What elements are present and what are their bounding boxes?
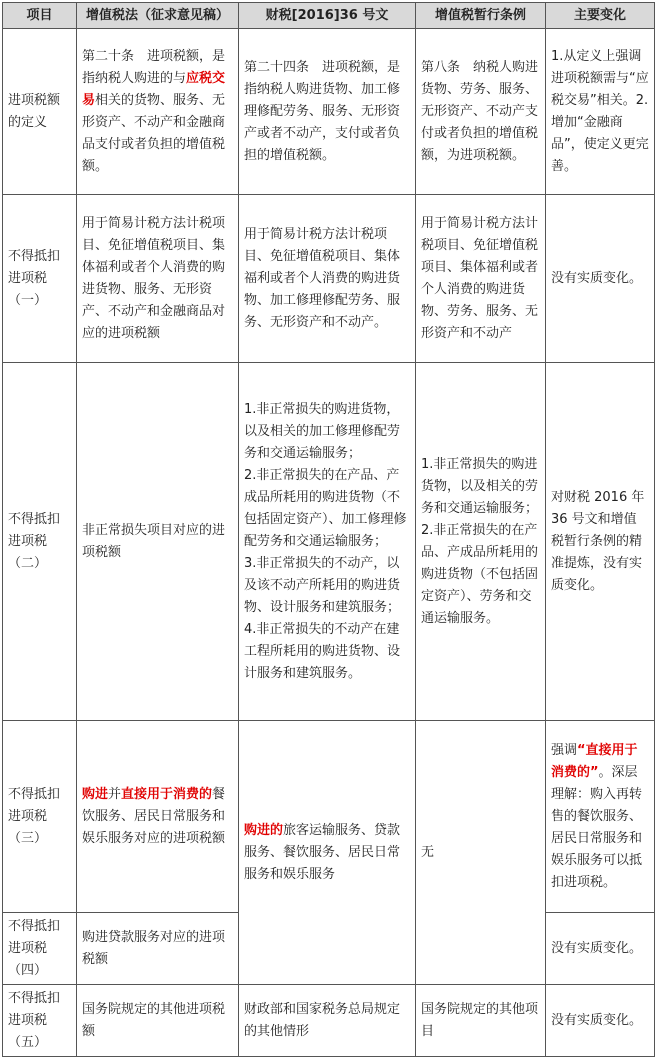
cell-caishui-36: 第二十四条 进项税额，是指纳税人购进货物、加工修理修配劳务、服务、无形资产或者不动产，支付或者负担的增值税额。 — [239, 29, 416, 195]
cell-vat-law: 国务院规定的其他进项税额 — [77, 985, 239, 1057]
highlight-text: 购进 — [82, 786, 109, 802]
cell-vat-law: 购进并直接用于消费的餐饮服务、居民日常服务和娱乐服务对应的进项税额 — [77, 721, 239, 913]
row-item-label: 不得抵扣进项税（二） — [3, 363, 77, 721]
highlight-text: 直接用于消费的 — [121, 786, 213, 802]
highlight-text: 购进的 — [244, 822, 284, 838]
row-item-label: 不得抵扣进项税（四） — [3, 913, 77, 985]
table-row — [3, 363, 655, 721]
cell-main-change: 没有实质变化。 — [546, 195, 655, 363]
header-caishui-36: 财税[2016]36 号文 — [239, 3, 416, 29]
table-row — [3, 721, 655, 913]
cell-main-change: 对财税 2016 年 36 号文和增值税暂行条例的精准提炼，没有实质变化。 — [546, 363, 655, 721]
cell-vat-law: 非正常损失项目对应的进项税额 — [77, 363, 239, 721]
row-item-label: 不得抵扣进项税（五） — [3, 985, 77, 1057]
cell-vat-law: 第二十条 进项税额，是指纳税人购进的与应税交易相关的货物、服务、无形资产、不动产和金融商品支付或者负担的增值税额。 — [77, 29, 239, 195]
cell-vat-regulation: 第八条 纳税人购进货物、劳务、服务、无形资产、不动产支付或者负担的增值税额，为进项税额。 — [416, 29, 546, 195]
highlight-text: “直接用于消费的” — [551, 742, 638, 780]
highlight-text: 应税交易 — [82, 70, 226, 108]
row-item-label: 不得抵扣进项税（三） — [3, 721, 77, 913]
header-main-changes: 主要变化 — [546, 3, 655, 29]
cell-vat-regulation: 1.非正常损失的购进货物，以及相关的劳务和交通运输服务； 2.非正常损失的在产品、产成品所耗用的购进货物（不包括固定资产）、劳务和交通运输服务。 — [416, 363, 546, 721]
cell-vat-regulation: 国务院规定的其他项目 — [416, 985, 546, 1057]
cell-vat-law: 购进贷款服务对应的进项税额 — [77, 913, 239, 985]
cell-main-change: 没有实质变化。 — [546, 913, 655, 985]
cell-caishui-36: 用于简易计税方法计税项目、免征增值税项目、集体福利或者个人消费的购进货物、加工修理修配劳务、服务、无形资产和不动产。 — [239, 195, 416, 363]
table-row — [3, 195, 655, 363]
cell-main-change: 1.从定义上强调进项税额需与“应税交易”相关。2.增加“金融商品”，使定义更完善。 — [546, 29, 655, 195]
cell-vat-law: 用于简易计税方法计税项目、免征增值税项目、集体福利或者个人消费的购进货物、服务、无形资产、不动产和金融商品对应的进项税额 — [77, 195, 239, 363]
header-vat-interim-regulation: 增值税暂行条例 — [416, 3, 546, 29]
cell-caishui-36: 购进的旅客运输服务、贷款服务、餐饮服务、居民日常服务和娱乐服务 — [239, 721, 416, 985]
header-item: 项目 — [3, 3, 77, 29]
cell-caishui-36: 1.非正常损失的购进货物，以及相关的加工修理修配劳务和交通运输服务； 2.非正常损失的在产品、产成品所耗用的购进货物（不包括固定资产）、加工修理修配劳务和交通运输服务； 3.非正常损失的不动产，以及该不动产所耗用的购进货物、设计服务和建筑服务； 4.非正常损失的不动产在建工程所耗用的购进货物、设计服务和建筑服务。 — [239, 363, 416, 721]
cell-vat-regulation: 无 — [416, 721, 546, 985]
table-row — [3, 985, 655, 1057]
table-row — [3, 29, 655, 195]
header-vat-law-draft: 增值税法（征求意见稿） — [77, 3, 239, 29]
comparison-table — [2, 2, 655, 1057]
cell-main-change: 强调“直接用于消费的”。深层理解：购入再转售的餐饮服务、居民日常服务和娱乐服务可以抵扣进项税。 — [546, 721, 655, 913]
row-item-label: 进项税额的定义 — [3, 29, 77, 195]
cell-vat-regulation: 用于简易计税方法计税项目、免征增值税项目、集体福利或者个人消费的购进货物、劳务、服务、无形资产和不动产 — [416, 195, 546, 363]
cell-main-change: 没有实质变化。 — [546, 985, 655, 1057]
header-row — [3, 3, 655, 29]
row-item-label: 不得抵扣进项税（一） — [3, 195, 77, 363]
cell-caishui-36: 财政部和国家税务总局规定的其他情形 — [239, 985, 416, 1057]
